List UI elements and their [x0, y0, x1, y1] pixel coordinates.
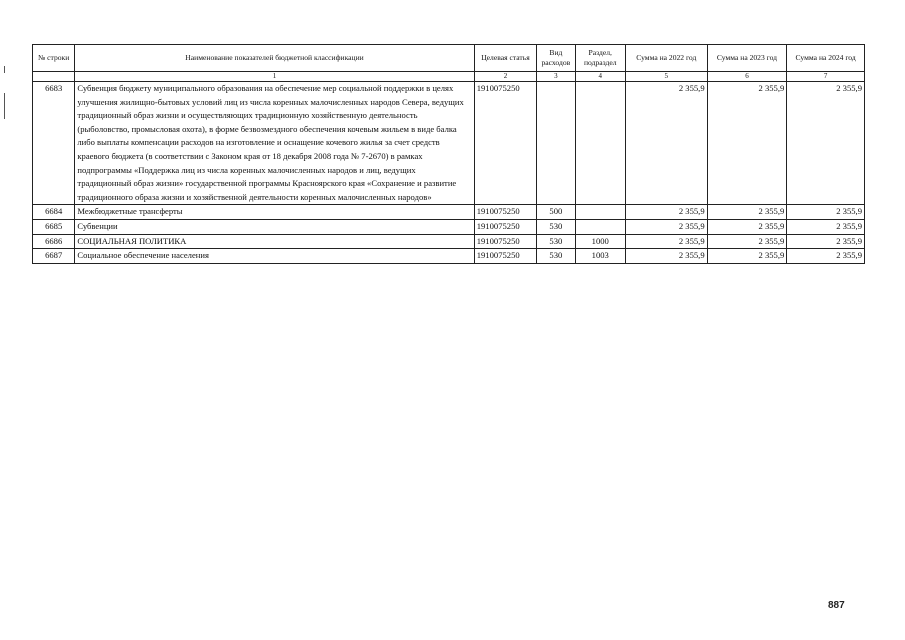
row-expense-type [537, 82, 575, 205]
row-expense-type: 530 [537, 219, 575, 234]
table-row [33, 234, 865, 249]
column-number: 4 [575, 72, 625, 82]
row-section: 1003 [575, 249, 625, 264]
header-row [33, 45, 865, 72]
row-name: Социальное обеспечение населения [75, 249, 474, 264]
header-sum-2024: Сумма на 2024 год [787, 45, 865, 72]
row-sum-2024: 2 355,9 [787, 82, 865, 205]
column-number: 2 [474, 72, 537, 82]
row-sum-2022: 2 355,9 [625, 82, 707, 205]
table-row [33, 219, 865, 234]
row-number: 6683 [33, 82, 75, 205]
scan-mark [4, 66, 5, 73]
row-name: Межбюджетные трансферты [75, 205, 474, 220]
column-number: 5 [625, 72, 707, 82]
row-expense-type: 530 [537, 234, 575, 249]
scan-mark [4, 93, 5, 119]
row-target-article: 1910075250 [474, 234, 537, 249]
row-name: СОЦИАЛЬНАЯ ПОЛИТИКА [75, 234, 474, 249]
row-sum-2022: 2 355,9 [625, 234, 707, 249]
row-section [575, 205, 625, 220]
row-target-article: 1910075250 [474, 249, 537, 264]
row-target-article: 1910075250 [474, 205, 537, 220]
row-expense-type: 530 [537, 249, 575, 264]
row-sum-2023: 2 355,9 [707, 219, 787, 234]
header-row-no: № строки [33, 45, 75, 72]
table-row [33, 205, 865, 220]
row-sum-2023: 2 355,9 [707, 234, 787, 249]
row-sum-2023: 2 355,9 [707, 82, 787, 205]
row-sum-2024: 2 355,9 [787, 234, 865, 249]
row-target-article: 1910075250 [474, 82, 537, 205]
header-section: Раздел, подраздел [575, 45, 625, 72]
column-number: 6 [707, 72, 787, 82]
column-number-row [33, 72, 865, 82]
row-sum-2024: 2 355,9 [787, 249, 865, 264]
row-number: 6685 [33, 219, 75, 234]
column-number: 1 [75, 72, 474, 82]
header-target-article: Целевая статья [474, 45, 537, 72]
row-name: Субвенция бюджету муниципального образования на обеспечение мер социальной поддержки в целях улучшения жилищно-бытовых условий лиц из числа коренных малочисленных народов Севера, ведущих традиционный образ жизни и осуществляющих традиционную хозяйственную деятельность (рыболовство, промысловая охота), в форме безвозмездного обеспечения кочевым жильем в виде балка либо выплаты компенсации расходов на изготовление и оснащение кочевого жилья за счет средств краевого бюджета (в соответствии с Законом края от 18 декабря 2008 года № 7-2670) в рамках подпрограммы «Поддержка лиц из числа коренных малочисленных народов и лиц, ведущих традиционный образ жизни» государственной программы Красноярского края «Сохранение и развитие традиционного образа жизни и хозяйственной деятельности коренных малочисленных народов» [75, 82, 474, 205]
column-number: 7 [787, 72, 865, 82]
row-section [575, 219, 625, 234]
table-row [33, 82, 865, 205]
row-number: 6687 [33, 249, 75, 264]
row-sum-2023: 2 355,9 [707, 249, 787, 264]
header-name: Наименование показателей бюджетной классификации [75, 45, 474, 72]
row-sum-2022: 2 355,9 [625, 205, 707, 220]
row-name: Субвенции [75, 219, 474, 234]
row-number: 6684 [33, 205, 75, 220]
row-section: 1000 [575, 234, 625, 249]
row-expense-type: 500 [537, 205, 575, 220]
row-sum-2023: 2 355,9 [707, 205, 787, 220]
row-sum-2022: 2 355,9 [625, 249, 707, 264]
header-sum-2022: Сумма на 2022 год [625, 45, 707, 72]
column-number [33, 72, 75, 82]
table-row [33, 249, 865, 264]
row-section [575, 82, 625, 205]
row-target-article: 1910075250 [474, 219, 537, 234]
row-sum-2024: 2 355,9 [787, 219, 865, 234]
column-number: 3 [537, 72, 575, 82]
page-number: 887 [828, 600, 845, 611]
row-number: 6686 [33, 234, 75, 249]
header-expense-type: Вид расходов [537, 45, 575, 72]
row-sum-2022: 2 355,9 [625, 219, 707, 234]
header-sum-2023: Сумма на 2023 год [707, 45, 787, 72]
row-sum-2024: 2 355,9 [787, 205, 865, 220]
budget-table [32, 44, 865, 264]
